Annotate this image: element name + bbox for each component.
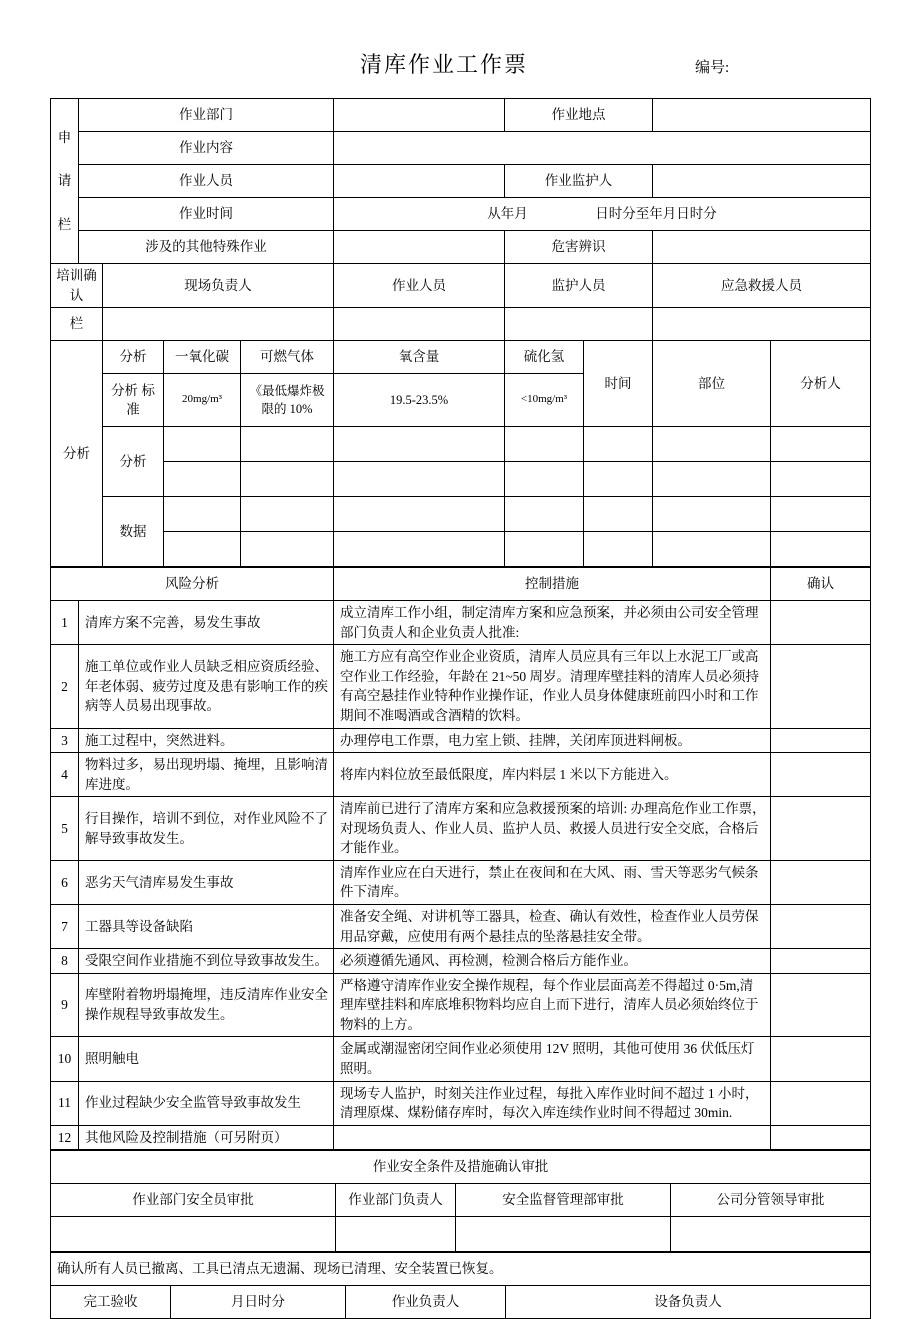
risk-control-table — [50, 567, 871, 1150]
risk-row-number: 12 — [51, 1125, 79, 1150]
application-row-dept — [51, 99, 871, 132]
risk-row-description: 行目操作，培训不到位，对作业风险不了解导致事故发生。 — [79, 797, 334, 861]
approval-banner: 作业安全条件及措施确认审批 — [51, 1151, 871, 1184]
analysis-data-time[interactable] — [584, 427, 653, 462]
completion-statement-row — [51, 1253, 871, 1286]
risk-row-number: 10 — [51, 1037, 79, 1081]
approval-header-safety-supervision: 安全监督管理部审批 — [456, 1184, 671, 1217]
completion-label-work-leader: 作业负责人 — [346, 1286, 506, 1319]
risk-row-confirm-cell[interactable] — [771, 1125, 871, 1150]
risk-row-control-measure: 清库作业应在白天进行，禁止在夜间和在大风、雨、雪天等恶劣气候条件下清库。 — [334, 860, 771, 904]
risk-row-number: 3 — [51, 728, 79, 753]
approval-header-dept-safety-officer: 作业部门安全员审批 — [51, 1184, 336, 1217]
analysis-data-position[interactable] — [653, 532, 771, 567]
approval-banner-row — [51, 1151, 871, 1184]
risk-row-description: 恶劣天气清库易发生事故 — [79, 860, 334, 904]
risk-header-confirm: 确认 — [771, 568, 871, 601]
analysis-data-row — [51, 532, 871, 567]
analysis-header-h2s: 硫化氢 — [505, 341, 584, 374]
analysis-data-h2s[interactable] — [505, 462, 584, 497]
analysis-data-combustible-gas[interactable] — [241, 462, 334, 497]
risk-row-number: 5 — [51, 797, 79, 861]
analysis-data-h2s[interactable] — [505, 427, 584, 462]
analysis-data-analyst[interactable] — [771, 462, 871, 497]
risk-row-confirm-cell[interactable] — [771, 753, 871, 797]
analysis-side-label: 分析 — [51, 341, 103, 567]
field-work-personnel[interactable] — [334, 165, 505, 198]
analysis-header-combustible-gas: 可燃气体 — [241, 341, 334, 374]
analysis-label-analysis: 分析 — [103, 341, 164, 374]
label-work-personnel: 作业人员 — [79, 165, 334, 198]
table-row — [51, 797, 871, 861]
risk-row-number: 4 — [51, 753, 79, 797]
risk-row-confirm-cell[interactable] — [771, 905, 871, 949]
table-row — [51, 753, 871, 797]
training-header-rescuers: 应急救援人员 — [653, 264, 871, 308]
field-other-special-work[interactable] — [334, 231, 505, 264]
analysis-standard-combustible-gas: 《最低爆炸极限的 10% — [241, 374, 334, 427]
approval-header-row — [51, 1184, 871, 1217]
risk-header-risk-analysis: 风险分析 — [51, 568, 334, 601]
analysis-header-time: 时间 — [584, 341, 653, 427]
completion-labels-row — [51, 1286, 871, 1319]
risk-row-confirm-cell[interactable] — [771, 860, 871, 904]
analysis-data-time[interactable] — [584, 497, 653, 532]
risk-row-description: 施工单位或作业人员缺乏相应资质经验、年老体弱、疲劳过度及患有影响工作的疾病等人员易出现事故。 — [79, 645, 334, 728]
risk-row-description: 清库方案不完善，易发生事故 — [79, 601, 334, 645]
risk-row-confirm-cell[interactable] — [771, 797, 871, 861]
approval-value-row — [51, 1217, 871, 1252]
label-work-dept: 作业部门 — [79, 99, 334, 132]
side-char-2: 请 — [57, 173, 72, 189]
side-char-1: 申 — [57, 129, 72, 145]
label-hazard-identification: 危害辨识 — [505, 231, 653, 264]
risk-row-description: 物料过多，易出现坍塌、掩埋，且影响清库进度。 — [79, 753, 334, 797]
analysis-data-analyst[interactable] — [771, 427, 871, 462]
analysis-data-row — [51, 427, 871, 462]
analysis-header-position: 部位 — [653, 341, 771, 427]
risk-row-number: 7 — [51, 905, 79, 949]
analysis-label-data-line1: 分析 — [119, 453, 147, 469]
table-row — [51, 645, 871, 728]
analysis-standard-h2s: <10mg/m³ — [505, 374, 584, 427]
risk-row-number: 2 — [51, 645, 79, 728]
application-row-other-special — [51, 231, 871, 264]
completion-table — [50, 1252, 871, 1319]
risk-table-header-row — [51, 568, 871, 601]
analysis-data-oxygen[interactable] — [334, 532, 505, 567]
application-row-content — [51, 132, 871, 165]
analysis-label-data — [103, 427, 164, 497]
field-work-time[interactable]: 从年月 日时分至年月日时分 — [334, 198, 871, 231]
risk-row-control-measure: 严格遵守清库作业安全操作规程，每个作业层面高差不得超过 0·5m,清理库壁挂料和库底堆积物料均应自上而下进行，清库人员必须始终位于物料的上方。 — [334, 973, 771, 1037]
label-work-time: 作业时间 — [79, 198, 334, 231]
risk-header-control-measures: 控制措施 — [334, 568, 771, 601]
analysis-data-combustible-gas[interactable] — [241, 497, 334, 532]
risk-row-control-measure: 现场专人监护，时刻关注作业过程，每批入库作业时间不超过 1 小时，清理原煤、煤粉储存库时，每次入库连续作业时间不得超过 30min. — [334, 1081, 771, 1125]
title-area — [50, 0, 870, 96]
analysis-data-co[interactable] — [164, 462, 241, 497]
analysis-header-analyst: 分析人 — [771, 341, 871, 427]
training-row-values — [51, 308, 871, 341]
application-table — [50, 98, 871, 567]
risk-row-description: 作业过程缺少安全监管导致事故发生 — [79, 1081, 334, 1125]
risk-row-control-measure — [334, 1125, 771, 1150]
risk-row-number: 11 — [51, 1081, 79, 1125]
approval-header-dept-leader: 作业部门负责人 — [336, 1184, 456, 1217]
risk-row-number: 6 — [51, 860, 79, 904]
analysis-data-combustible-gas[interactable] — [241, 427, 334, 462]
risk-row-control-measure: 施工方应有高空作业企业资质，清库人员应具有三年以上水泥工厂或高空作业工作经验，年龄在 21~50 周岁。清理库壁挂料的清库人员必须持有高空悬挂作业特种作业操作证，作业人员身体健康班前四小时和工作期间不准喝酒或含酒精的饮料。 — [334, 645, 771, 728]
completion-label-datetime: 月日时分 — [171, 1286, 346, 1319]
analysis-data-analyst[interactable] — [771, 497, 871, 532]
risk-row-confirm-cell[interactable] — [771, 601, 871, 645]
risk-row-confirm-cell[interactable] — [771, 1037, 871, 1081]
training-value-workers[interactable] — [334, 308, 505, 341]
completion-label-equipment-leader: 设备负责人 — [506, 1286, 871, 1319]
application-side-label — [51, 99, 79, 264]
analysis-label-standard-line1: 分析 — [111, 382, 139, 398]
training-header-workers: 作业人员 — [334, 264, 505, 308]
risk-row-confirm-cell[interactable] — [771, 645, 871, 728]
risk-row-control-measure: 办理停电工作票，电力室上锁、挂牌，关闭库顶进料闸板。 — [334, 728, 771, 753]
table-row — [51, 905, 871, 949]
approval-value-company-leader[interactable] — [671, 1217, 871, 1252]
risk-row-description: 其他风险及控制措施（可另附页） — [79, 1125, 334, 1150]
analysis-data-oxygen[interactable] — [334, 427, 505, 462]
analysis-data-co[interactable] — [164, 497, 241, 532]
risk-row-confirm-cell[interactable] — [771, 1081, 871, 1125]
analysis-data-time[interactable] — [584, 532, 653, 567]
table-row — [51, 601, 871, 645]
field-work-supervisor[interactable] — [653, 165, 871, 198]
risk-row-description: 受限空间作业措施不到位导致事故发生。 — [79, 949, 334, 974]
analysis-label-standard-line2: 标准 — [126, 382, 155, 418]
table-row — [51, 949, 871, 974]
analysis-data-oxygen[interactable] — [334, 497, 505, 532]
label-work-location: 作业地点 — [505, 99, 653, 132]
approval-value-safety-supervision[interactable] — [456, 1217, 671, 1252]
label-other-special-work: 涉及的其他特殊作业 — [79, 231, 334, 264]
analysis-data-h2s[interactable] — [505, 532, 584, 567]
analysis-data-row — [51, 497, 871, 532]
page-title: 清库作业工作票 — [360, 52, 529, 77]
analysis-data-position[interactable] — [653, 462, 771, 497]
table-row — [51, 728, 871, 753]
risk-row-control-measure: 金属或潮湿密闭空间作业必须使用 12V 照明，其他可使用 36 伏低压灯照明。 — [334, 1037, 771, 1081]
field-work-location[interactable] — [653, 99, 871, 132]
risk-row-description: 施工过程中，突然进料。 — [79, 728, 334, 753]
analysis-data-co[interactable] — [164, 532, 241, 567]
analysis-standard-oxygen: 19.5-23.5% — [334, 374, 505, 427]
analysis-data-oxygen[interactable] — [334, 462, 505, 497]
training-row-headers — [51, 264, 871, 308]
analysis-header-oxygen: 氧含量 — [334, 341, 505, 374]
training-value-site-leader[interactable] — [103, 308, 334, 341]
analysis-data-position[interactable] — [653, 497, 771, 532]
training-value-supervisors[interactable] — [505, 308, 653, 341]
approval-header-company-leader: 公司分管领导审批 — [671, 1184, 871, 1217]
analysis-data-analyst[interactable] — [771, 532, 871, 567]
table-row — [51, 860, 871, 904]
label-work-supervisor: 作业监护人 — [505, 165, 653, 198]
risk-row-description: 工器具等设备缺陷 — [79, 905, 334, 949]
analysis-header-co: 一氧化碳 — [164, 341, 241, 374]
risk-row-control-measure: 必须遵循先通风、再检测，检测合格后方能作业。 — [334, 949, 771, 974]
completion-label-acceptance: 完工验收 — [51, 1286, 171, 1319]
risk-rows-body — [51, 601, 871, 1150]
risk-row-number: 8 — [51, 949, 79, 974]
table-row — [51, 1125, 871, 1150]
field-work-content[interactable] — [334, 132, 871, 165]
risk-row-control-measure: 将库内料位放至最低限度，库内料层 1 米以下方能进入。 — [334, 753, 771, 797]
document-number-label: 编号: — [695, 60, 730, 76]
approval-value-dept-leader[interactable] — [336, 1217, 456, 1252]
table-row — [51, 973, 871, 1037]
risk-row-control-measure: 清库前已进行了清库方案和应急救援预案的培训: 办理高危作业工作票，对现场负责人、作业人员、监护人员、救援人员进行安全交底，合格后才能作业。 — [334, 797, 771, 861]
training-header-site-leader: 现场负责人 — [103, 264, 334, 308]
risk-row-confirm-cell[interactable] — [771, 728, 871, 753]
analysis-label-data-2 — [103, 497, 164, 567]
side-char-3: 栏 — [57, 216, 72, 232]
analysis-row-gas-headers — [51, 341, 871, 374]
risk-row-description: 库壁附着物坍塌掩埋，违反清库作业安全操作规程导致事故发生。 — [79, 973, 334, 1037]
risk-row-description: 照明触电 — [79, 1037, 334, 1081]
analysis-data-row — [51, 462, 871, 497]
risk-row-control-measure: 成立清库工作小组，制定清库方案和应急预案，并必须由公司安全管理部门负责人和企业负责人批准: — [334, 601, 771, 645]
label-work-content: 作业内容 — [79, 132, 334, 165]
analysis-data-position[interactable] — [653, 427, 771, 462]
analysis-standard-co: 20mg/m³ — [164, 374, 241, 427]
analysis-data-time[interactable] — [584, 462, 653, 497]
field-hazard-identification[interactable] — [653, 231, 871, 264]
analysis-data-h2s[interactable] — [505, 497, 584, 532]
risk-row-confirm-cell[interactable] — [771, 949, 871, 974]
approval-value-dept-safety-officer[interactable] — [51, 1217, 336, 1252]
analysis-data-co[interactable] — [164, 427, 241, 462]
training-side-label: 培训确认 — [51, 264, 103, 308]
training-side-label-2: 栏 — [51, 308, 103, 341]
risk-row-confirm-cell[interactable] — [771, 973, 871, 1037]
analysis-label-standard — [103, 374, 164, 427]
application-row-personnel — [51, 165, 871, 198]
training-header-supervisors: 监护人员 — [505, 264, 653, 308]
training-value-rescuers[interactable] — [653, 308, 871, 341]
risk-row-number: 1 — [51, 601, 79, 645]
risk-row-control-measure: 准备安全绳、对讲机等工器具，检查、确认有效性，检查作业人员劳保用品穿戴，应使用有两个悬挂点的坠落悬挂安全带。 — [334, 905, 771, 949]
completion-statement: 确认所有人员已撤离、工具已清点无遗漏、现场已清理、安全装置已恢复。 — [51, 1253, 871, 1286]
approval-table — [50, 1150, 871, 1252]
risk-row-number: 9 — [51, 973, 79, 1037]
table-row — [51, 1081, 871, 1125]
analysis-label-data-line2: 数据 — [119, 523, 147, 539]
field-work-dept[interactable] — [334, 99, 505, 132]
table-row — [51, 1037, 871, 1081]
application-row-time — [51, 198, 871, 231]
analysis-data-combustible-gas[interactable] — [241, 532, 334, 567]
